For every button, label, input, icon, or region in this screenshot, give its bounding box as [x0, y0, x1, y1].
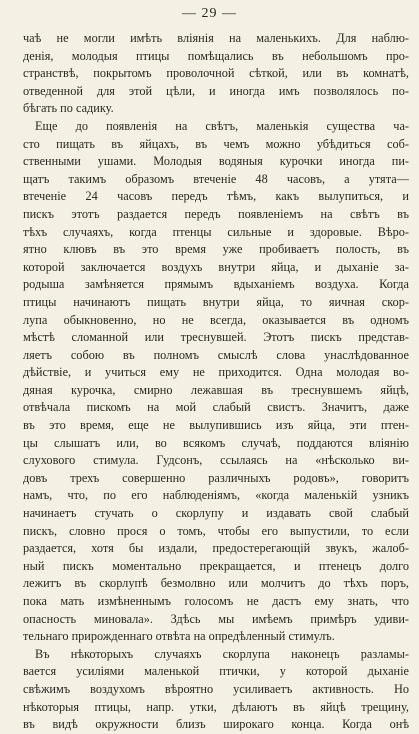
text-line: бѣгать по садику. [23, 101, 114, 116]
text-line: дѣйствіе, и учиться ему не приходится. Одна молодая во- [23, 365, 409, 380]
text-line: лупа обыкновенно, но не всегда, оказывается въ одномъ [23, 312, 409, 327]
text-line: денія, молодыя птицы помѣщались въ небольшомъ про- [23, 48, 409, 63]
page-body-text [23, 30, 409, 734]
text-line: пискъ этотъ раздается передъ появленіемъ на свѣтъ въ [23, 206, 409, 221]
text-line: щатъ такимъ образомъ втеченіе 48 часовъ, а утята— [23, 171, 409, 186]
page-number: — 29 — [182, 6, 237, 21]
text-line: птицы начинаютъ пищать внутри яйца, то яичная скор- [23, 294, 409, 309]
text-line: тѣхъ случаяхъ, когда птенцы сильные и здоровые. Вѣро- [23, 224, 409, 239]
text-line: чаѣ не могли имѣть вліянія на маленькихъ. Для наблю- [23, 31, 409, 45]
text-line: ственными ушами. Молодыя водяныя курочки иногда пи- [23, 154, 409, 169]
text-line: намъ, что, по его наблюденіямъ, «когда маленькій узникъ [23, 488, 409, 503]
text-line: Еще до появленія на свѣтъ, маленькія существа ча- [35, 118, 409, 133]
text-line: ный пискъ моментально прекращается, и птенецъ долго [23, 558, 409, 573]
text-line: цы слышатъ или, во всякомъ случаѣ, поддаются вліянію [23, 435, 409, 450]
text-line: слухового стимула. Гудсонъ, ссылаясь на «нѣсколько ви- [23, 453, 409, 468]
text-line: пока мать измѣненнымъ голосомъ не дастъ ему знать, что [23, 594, 409, 608]
text-line: ятно клювъ въ это время уже пробиваетъ полость, въ [23, 242, 409, 257]
text-line: мѣстѣ сломанной или треснувшей. Этотъ пискъ представ- [23, 330, 409, 345]
text-line: свѣжимъ воздухомъ вѣроятно усиливаетъ активность. Но [23, 681, 409, 696]
text-line: въ видѣ окружности близъ широкаго конца. Когда онѣ [23, 717, 409, 732]
text-line: тельнаго прирожденнаго отвѣта на опредѣленный стимулъ. [23, 629, 335, 644]
text-line: отведенной для этой цѣли, и иногда имъ позволялось по- [23, 83, 409, 98]
text-line: отвѣчала пискомъ на мой слабый свистъ. Значитъ, даже [23, 400, 409, 415]
text-line: сто пищать въ яйцахъ, въ чемъ можно убѣдиться соб- [23, 136, 409, 151]
text-line: нѣкоторыя птицы, напр. утки, дѣлаютъ въ яйцѣ трещину, [23, 699, 409, 714]
text-line: дяная курочка, смирно лежавшая въ треснувшемъ яйцѣ, [23, 382, 409, 397]
text-line: довъ трехъ совершенно различныхъ родовъ», говоритъ [23, 470, 409, 485]
text-line: лежитъ въ скорлупѣ безмолвно или молчитъ до тѣхъ поръ, [23, 576, 409, 591]
text-line: начинаетъ стучать о скорлупу и издавать свой слабый [23, 506, 409, 521]
text-line: пискъ, словно прося о томъ, чтобы его выпустили, то если [23, 523, 409, 538]
text-line: ляетъ собою въ полномъ смыслѣ слова унаслѣдованное [23, 347, 409, 362]
text-line: втеченіе 24 часовъ передъ тѣмъ, какъ вылупиться, и [23, 189, 409, 204]
text-line: родыша замѣняется прямымъ вдыханіемъ воздуха. Когда [23, 277, 409, 292]
text-line: раздается, хотя бы издали, предостерегающій звукъ, жалоб- [23, 541, 409, 556]
text-line: Въ нѣкоторыхъ случаяхъ скорлупа наконецъ разламы- [35, 646, 409, 661]
text-line: которой заключается воздухъ внутри яйца, и дыханіе за- [23, 259, 409, 274]
text-line: опасность миновала». Здѣсь мы имѣемъ примѣръ удиви- [23, 611, 409, 626]
text-line: вается усиліями маленькой птички, у которой дыханіе [23, 664, 409, 679]
text-line: въ это время, еще не вылупившись изъ яйца, эти птен- [23, 418, 409, 433]
text-line: странствѣ, покрытомъ проволочной сѣткой, или въ комнатѣ, [23, 66, 409, 81]
